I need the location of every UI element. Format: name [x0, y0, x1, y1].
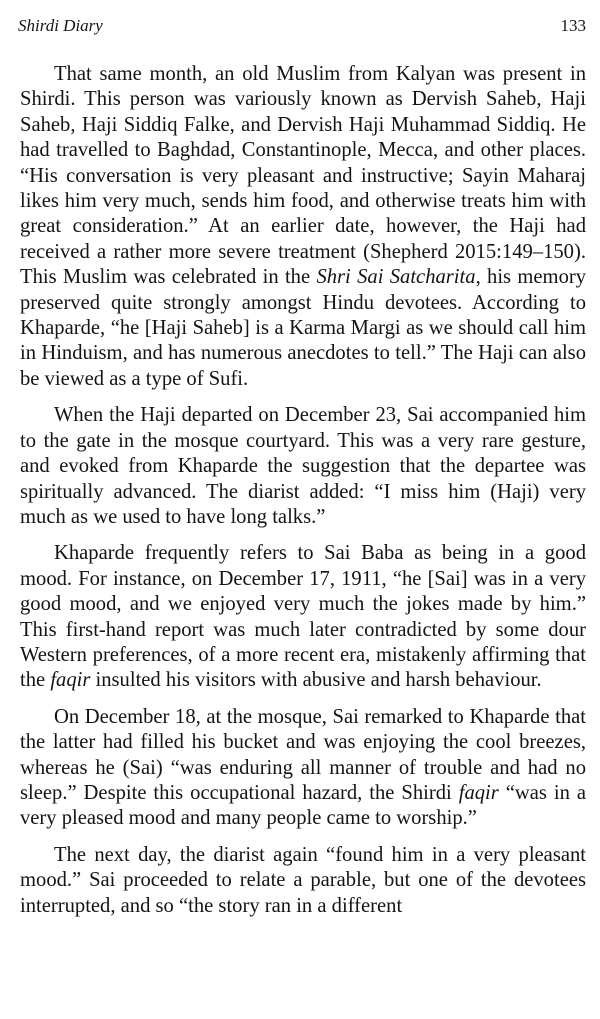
body-text: [20, 62, 586, 930]
paragraph: [20, 62, 586, 392]
text-run: When the Haji departed on December 23, Sai accompanied him to the gate in the mosque courtyard. This was a very rare gesture, and evoked from Khaparde the suggestion that the departee was spiritually advanced. The diarist added: “I miss him (Haji) very much as we used to have long talks.”: [20, 404, 586, 528]
italic-term: faqir: [458, 781, 499, 804]
paragraph: [20, 705, 586, 832]
text-run: “was in a very pleased mood and many people came to worship.”: [20, 781, 587, 830]
paragraph: [20, 843, 586, 919]
text-run: On December 18, at the mosque, Sai remarked to Khaparde that the latter had filled his bucket and was enjoying the cool breezes, whereas he (Sai) “was enduring all manner of trouble and had no sleep.” Despite this occupational hazard, the Shirdi: [20, 705, 586, 804]
text-run: The next day, the diarist again “found him in a very pleasant mood.” Sai proceeded to relate a parable, but one of the devotees interrupted, and so “the story ran in a different: [20, 843, 586, 917]
italic-term: faqir: [50, 669, 91, 692]
text-run: That same month, an old Muslim from Kalyan was present in Shirdi. This person was variously known as Dervish Saheb, Haji Saheb, Haji Siddiq Falke, and Dervish Haji Muhammad Siddiq. He had travelled to Baghdad, Constantinople, Mecca, and other places. “His conversation is very pleasant and instructive; Sayin Maharaj likes him very much, sends him food, and otherwise treats him with great consideration.” At an earlier date, however, the Haji had received a rather more severe treatment (Shepherd 2015:149–150). This Muslim was celebrated in the: [20, 63, 586, 289]
text-run: Khaparde frequently refers to Sai Baba as being in a good mood. For instance, on December 17, 1911, “he [Sai] was in a very good mood, and we enjoyed very much the jokes made by him.” This first-hand report was much later contradicted by some dour Western preferences, of a more recent era, mistakenly affirming that the: [20, 542, 586, 692]
text-run: insulted his visitors with abusive and harsh behaviour.: [90, 669, 542, 692]
paragraph: [20, 403, 586, 530]
page-number: 133: [560, 16, 586, 35]
running-title: Shirdi Diary: [18, 16, 103, 35]
text-run: , his memory preserved quite strongly amongst Hindu devotees. According to Khaparde, “he [Haji Saheb] is a Karma Margi as we should call him in Hinduism, and has numerous anecdotes to tell.” The Haji can also be viewed as a type of Sufi.: [20, 266, 587, 390]
running-head: [18, 16, 586, 40]
paragraph: [20, 541, 586, 693]
book-title: Shri Sai Satcharita: [316, 266, 476, 289]
